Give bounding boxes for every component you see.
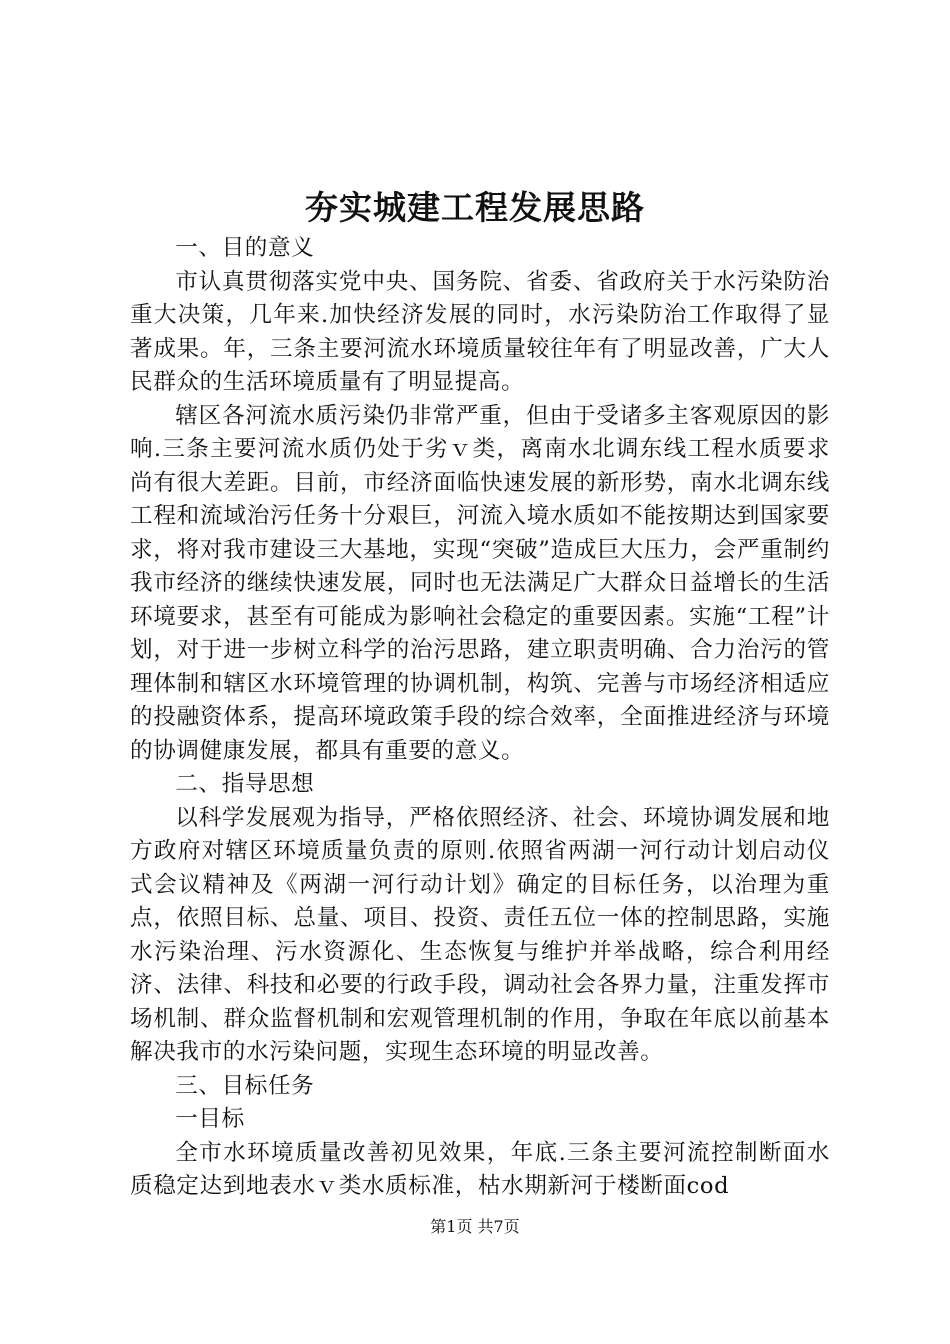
section-heading-guiding-thought: 二、指导思想: [175, 771, 315, 797]
paragraph: 辖区各河流水质污染仍非常严重，但由于受诸多主客观原因的影响.三条主要河流水质仍处于劣ｖ类，离南水北调东线工程水质要求尚有很大差距。目前，市经济面临快速发展的新形势，南水北调东线工程和流域治污任务十分艰巨，河流入境水质如不能按期达到国家要求，将对我市建设三大基地，实现“突破”造成巨大压力，会严重制约我市经济的继续快速发展，同时也无法满足广大群众日益增长的生活环境要求，甚至有可能成为影响社会稳定的重要因素。实施“工程”计划，对于进一步树立科学的治污思路，建立职责明确、合力治污的管理体制和辖区水环境管理的协调机制，构筑、完善与市场经济相适应的投融资体系，提高环境政策手段的综合效率，全面推进经济与环境的协调健康发展，都具有重要的意义。: [130, 402, 830, 764]
paragraph: 全市水环境质量改善初见效果，年底.三条主要河流控制断面水质稳定达到地表水ｖ类水质标准，枯水期新河于楼断面cod: [130, 1139, 830, 1199]
document-title: 夯实城建工程发展思路: [305, 188, 645, 227]
section-heading-purpose: 一、目的意义: [175, 235, 315, 261]
paragraph: 以科学发展观为指导，严格依照经济、社会、环境协调发展和地方政府对辖区环境质量负责的原则.依照省两湖一河行动计划启动仪式会议精神及《两湖一河行动计划》确定的目标任务，以治理为重点，依照目标、总量、项目、投资、责任五位一体的控制思路，实施水污染治理、污水资源化、生态恢复与维护并举战略，综合利用经济、法律、科技和必要的行政手段，调动社会各界力量，注重发挥市场机制、群众监督机制和宏观管理机制的作用，争取在年底以前基本解决我市的水污染问题，实现生态环境的明显改善。: [130, 804, 830, 1065]
document-body: [130, 232, 830, 1204]
page-number-footer: 第1页 共7页: [430, 1217, 520, 1236]
section-heading-goals-tasks: 三、目标任务: [175, 1072, 315, 1099]
paragraph: 市认真贯彻落实党中央、国务院、省委、省政府关于水污染防治重大决策，几年来.加快经济发展的同时，水污染防治工作取得了显著成果。年，三条主要河流水环境质量较往年有了明显改善，广大人民群众的生活环境质量有了明显提高。: [130, 268, 830, 395]
subsection-heading-goal: 一目标: [175, 1106, 245, 1132]
